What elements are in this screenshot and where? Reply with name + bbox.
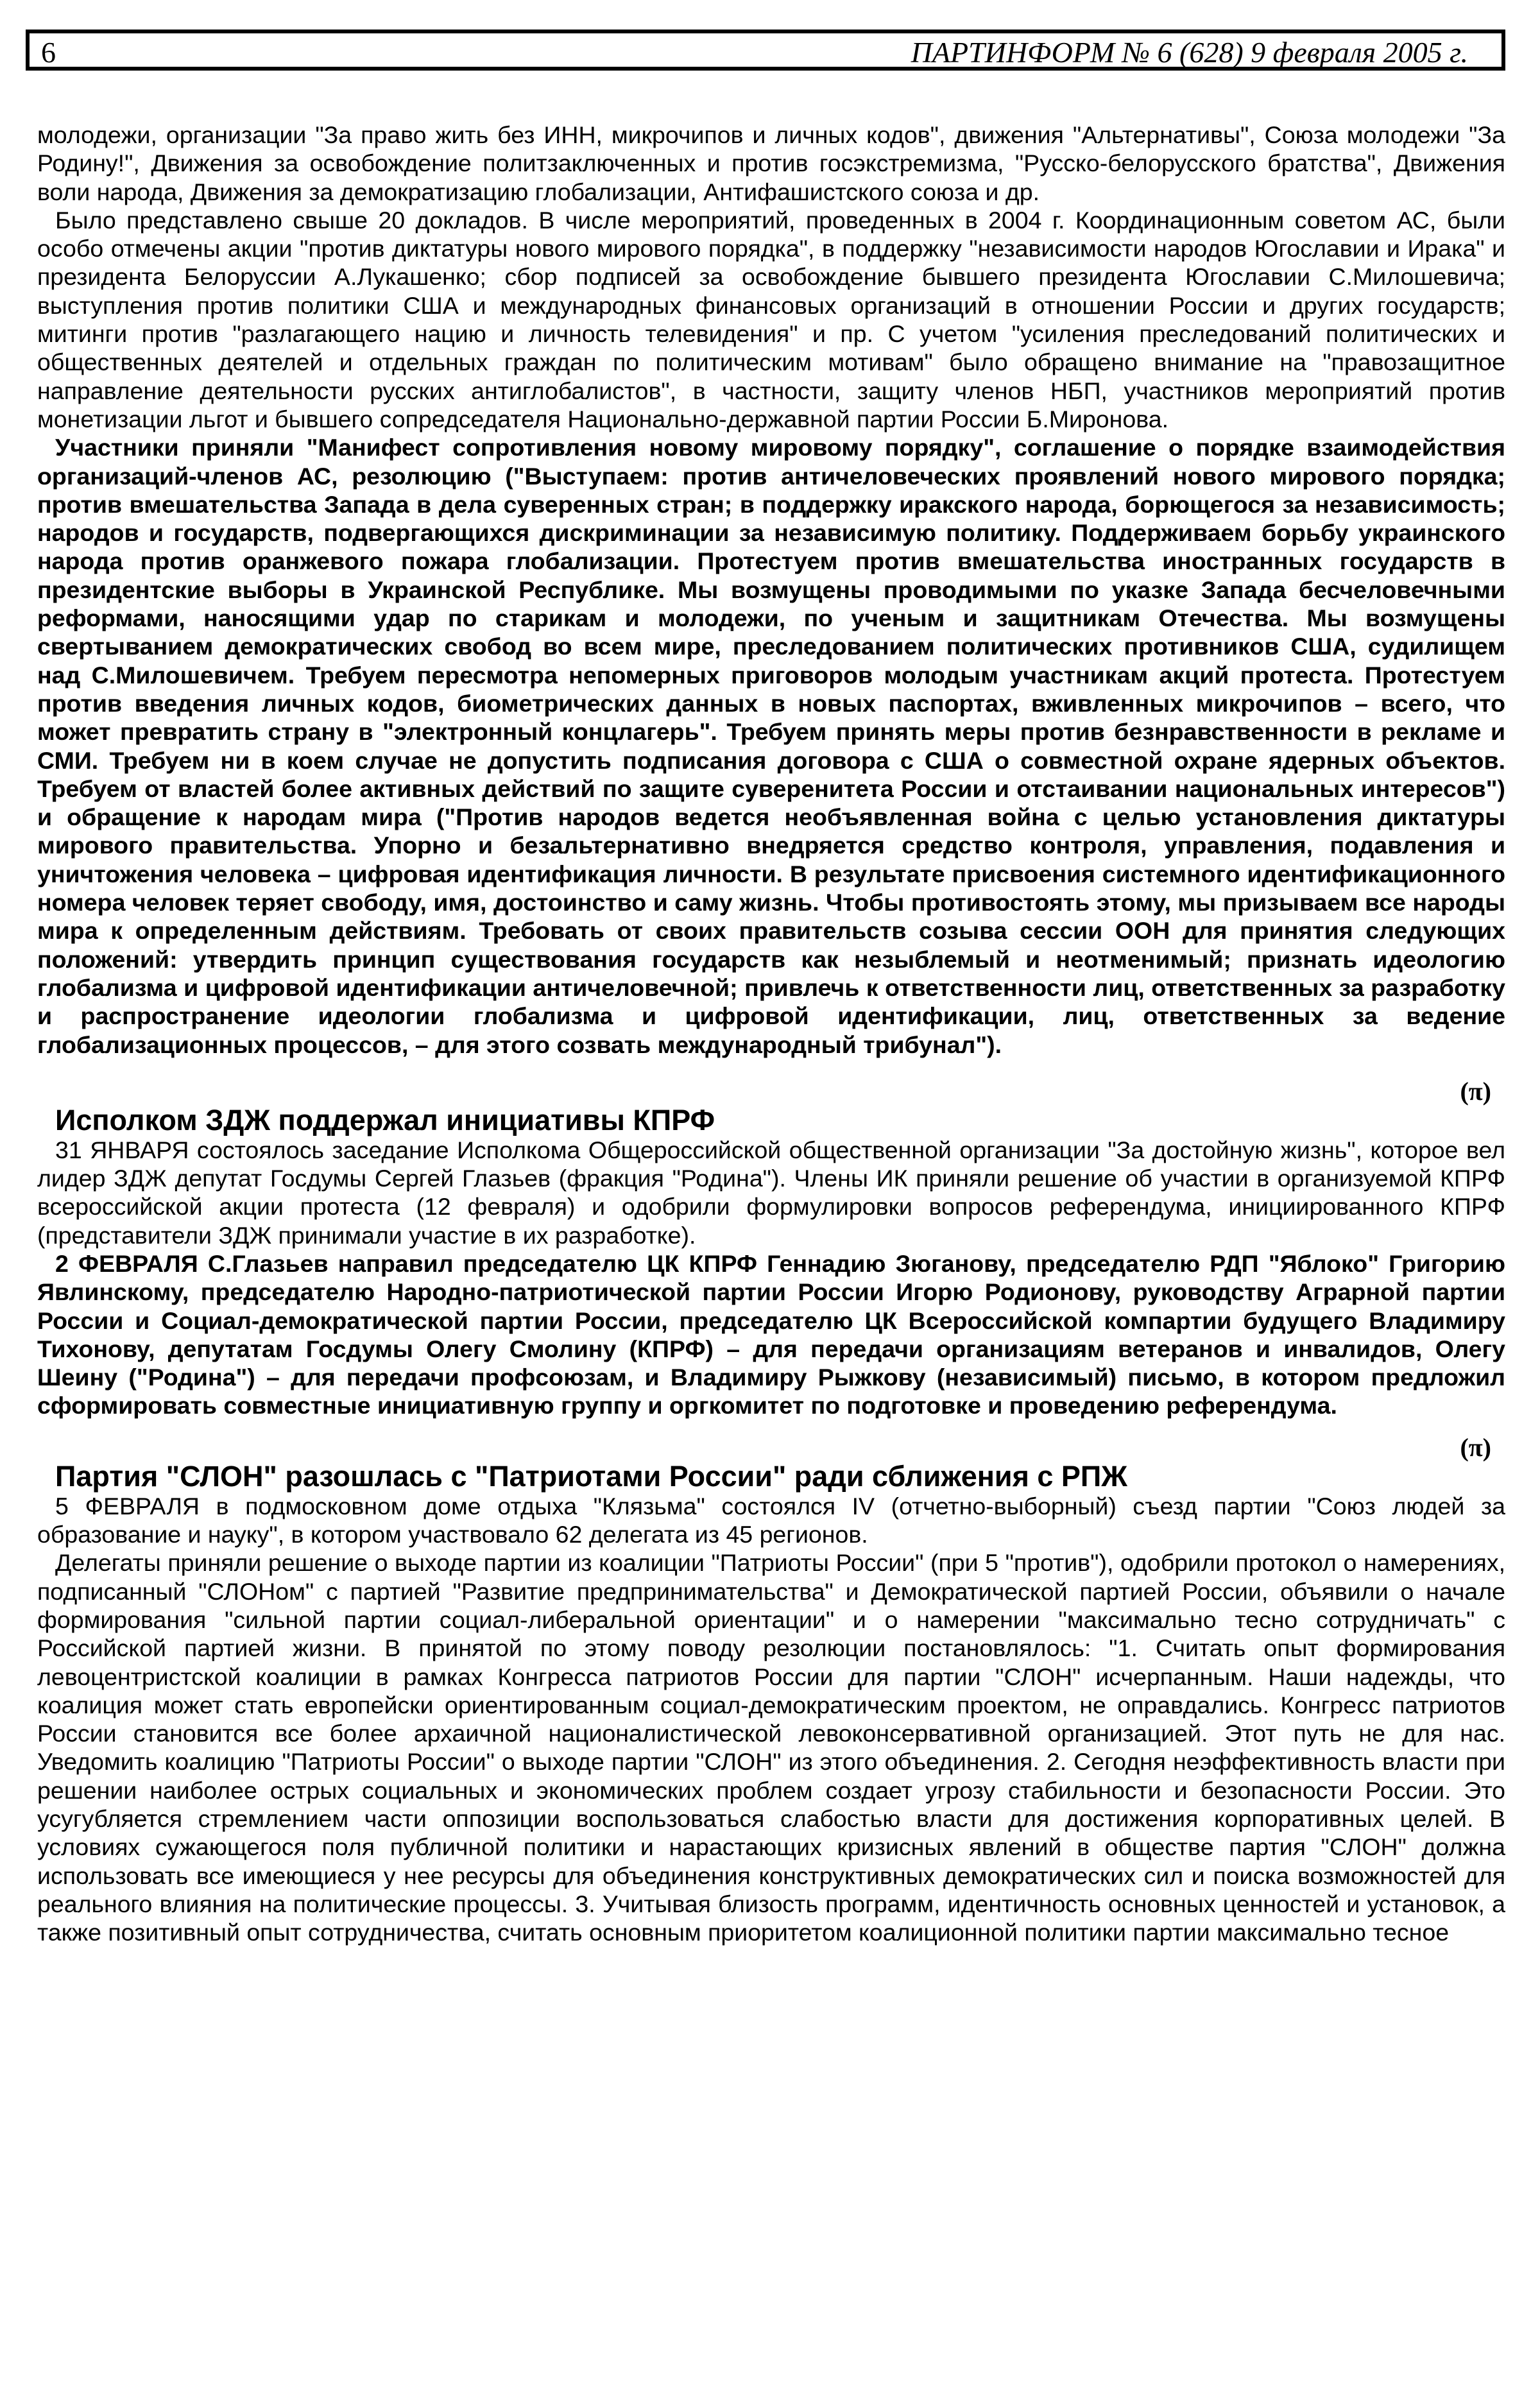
- section2-signature: (π): [1460, 1432, 1491, 1462]
- section1-paragraph-2: Было представлено свыше 20 докладов. В числе мероприятий, проведенных в 2004 г. Координационным советом АС, были особо отмечены акции "против диктатуры нового мирового порядка", в поддержку "независимости народов Югославии и Ирака" и президента Белоруссии А.Лукашенко; сбор подписей за освобождение бывшего президента Югославии С.Милошевича; выступления против политики США и международных финансовых организаций в отношении России и других государств; митинги против "разлагающего нацию и личность телевидения" и пр. С учетом "усиления преследований политических и общественных деятелей и отдельных граждан по политическим мотивам" было обращено внимание на "правозащитное направление деятельности русских антиглобалистов", в частности, защиту членов НБП, участников мероприятий против монетизации льгот и бывшего сопредседателя Национально-державной партии России Б.Миронова.: [37, 206, 1505, 433]
- section3-paragraph-2: Делегаты приняли решение о выходе партии из коалиции "Патриоты России" (при 5 "против"), одобрили протокол о намерениях, подписанный "СЛОНом" с партией "Развитие предпринимательства" и Демократической партией России, объявили о начале формирования "сильной партии социал-либеральной ориентации" и о намерении "максимально тесно сотрудничать" с Российской партией жизни. В принятой по этому поводу резолюции постановлялось: "1. Считать опыт формирования левоцентристской коалиции в рамках Конгресса патриотов России для партии "СЛОН" исчерпанным. Наши надежды, что коалиция может стать европейски ориентированным социал-демократическим проектом, не оправдались. Конгресс патриотов России становится все более архаичной националистической левоконсервативной организацией. Этот путь не для нас. Уведомить коалицию "Патриоты России" о выходе партии "СЛОН" из этого объединения. 2. Сегодня неэффективность власти при решении наиболее острых социальных и экономических проблем создает угрозу стабильности и безопасности России. Это усугубляется стремлением части оппозиции воспользоваться слабостью власти для достижения корпоративных целей. В условиях сужающегося поля публичной политики и нарастающих кризисных явлений в обществе партия "СЛОН" должна использовать все имеющиеся у нее ресурсы для объединения конструктивных демократических сил и поиска возможностей для реального влияния на политические процессы. 3. Учитывая близость программ, идентичность основных ценностей и установок, а также позитивный опыт сотрудничества, считать основным приоритетом коалиционной политики партии максимально тесное: [37, 1549, 1505, 1946]
- page-header: [26, 30, 1505, 71]
- page-number: 6: [41, 36, 56, 69]
- section3-heading: Партия "СЛОН" разошлась с "Патриотами России" ради сближения с РПЖ: [55, 1459, 1127, 1493]
- section2-paragraph-2: 2 ФЕВРАЛЯ С.Глазьев направил председателю ЦК КПРФ Геннадию Зюганову, председателю РДП "Яблоко" Григорию Явлинскому, председателю Народно-патриотической партии России Игорю Родионову, руководству Аграрной партии России и Социал-демократической партии России, председателю ЦК Всероссийской компартии будущего Владимиру Тихонову, депутатам Госдумы Олегу Смолину (КПРФ) – для передачи организациям ветеранов и инвалидов, Олегу Шеину ("Родина") – для передачи профсоюзам, и Владимиру Рыжкову (независимый) письмо, в котором предложил сформировать совместные инициативную группу и оргкомитет по подготовке и проведению референдума.: [37, 1249, 1505, 1419]
- section1-signature: (π): [1460, 1076, 1491, 1106]
- section1-paragraph-1: молодежи, организации "За право жить без ИНН, микрочипов и личных кодов", движения "Альтернативы", Союза молодежи "За Родину!", Движения за освобождение политзаключенных и против госэкстремизма, "Русско-белорусского братства", Движения воли народа, Движения за демократизацию глобализации, Антифашистского союза и др.: [37, 121, 1505, 205]
- section1-paragraph-3: Участники приняли "Манифест сопротивления новому мировому порядку", соглашение о порядке взаимодействия организаций-членов АС, резолюцию ("Выступаем: против античеловеческих проявлений нового мирового порядка; против вмешательства Запада в дела суверенных стран; в поддержку иракского народа, борющегося за независимость; народов и государств, подвергающихся дискриминации за независимую политику. Поддерживаем борьбу украинского народа против оранжевого пожара глобализации. Протестуем против вмешательства иностранных государств в президентские выборы в Украинской Республике. Мы возмущены проводимыми по указке Запада бесчеловечными реформами, наносящими удар по старикам и молодежи, по ученым и защитникам Отечества. Мы возмущены свертыванием демократических свобод во всем мире, преследованием политических противников США, судилищем над С.Милошевичем. Требуем пересмотра непомерных приговоров молодым участникам акций протеста. Протестуем против введения личных кодов, биометрических данных в новых паспортах, вживленных микрочипов – всего, что может превратить страну в "электронный концлагерь". Требуем принять меры против безнравственности в рекламе и СМИ. Требуем ни в коем случае не допустить подписания договора с США о совместной охране ядерных объектов. Требуем от властей более активных действий по защите суверенитета России и отстаивании национальных интересов") и обращение к народам мира ("Против народов ведется необъявленная война с целью установления диктатуры мирового правительства. Упорно и безальтернативно внедряется средство контроля, управления, подавления и уничтожения человека – цифровая идентификация личности. В результате присвоения системного идентификационного номера человек теряет свободу, имя, достоинство и саму жизнь. Чтобы противостоять этому, мы призываем все народы мира к определенным действиям. Требовать от своих правительств созыва сессии ООН для принятия следующих положений: утвердить принцип существования государств как незыблемый и неотменимый; признать идеологию глобализма и цифровой идентификации античеловечной; привлечь к ответственности лиц, ответственных за разработку и распространение идеологии глобализма и цифровой идентификации, лиц, ответственных за ведение глобализационных процессов, – для этого созвать международный трибунал").: [37, 434, 1505, 1058]
- section2-heading: Исполком ЗДЖ поддержал инициативы КПРФ: [55, 1103, 715, 1136]
- section3-paragraph-1: 5 ФЕВРАЛЯ в подмосковном доме отдыха "Клязьма" состоялся IV (отчетно-выборный) съезд партии "Союз людей за образование и науку", в котором участвовало 62 делегата из 45 регионов.: [37, 1492, 1505, 1548]
- issue-title: ПАРТИНФОРМ № 6 (628) 9 февраля 2005 г.: [911, 36, 1468, 69]
- article-body: [37, 121, 1505, 1947]
- section2-paragraph-1: 31 ЯНВАРЯ состоялось заседание Исполкома Общероссийской общественной организации "За достойную жизнь", которое вел лидер ЗДЖ депутат Госдумы Сергей Глазьев (фракция "Родина"). Члены ИК приняли решение об участии в организуемой КПРФ всероссийской акции протеста (12 февраля) и одобрили формулировки вопросов референдума, инициированного КПРФ (представители ЗДЖ принимали участие в их разработке).: [37, 1136, 1505, 1249]
